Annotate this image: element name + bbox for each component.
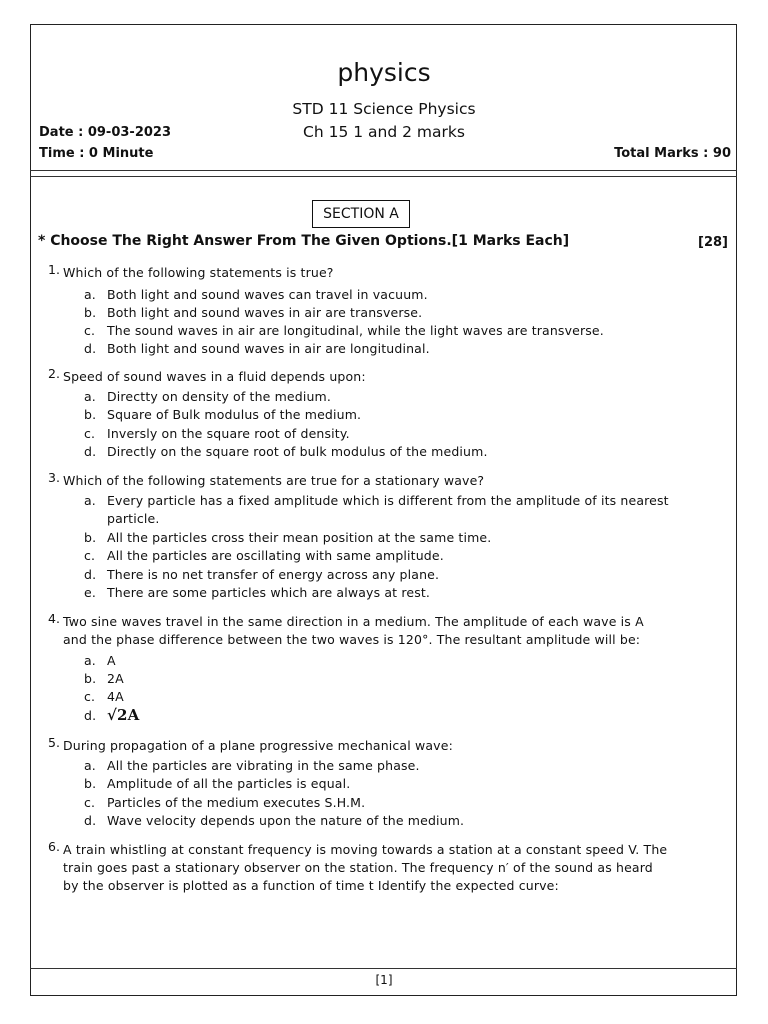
option-text: Both light and sound waves in air are transverse.	[107, 305, 423, 320]
option-text: Both light and sound waves can travel in vacuum.	[107, 287, 428, 302]
section-label: SECTION A	[312, 200, 410, 228]
option-text: 4A	[107, 689, 124, 704]
option-text: Inversly on the square root of density.	[107, 426, 350, 441]
section-marks: [28]	[698, 235, 728, 250]
option-text: 2A	[107, 671, 124, 686]
question-number: 6.	[48, 839, 60, 854]
option-letter: c.	[84, 689, 96, 704]
page-number: [1]	[375, 973, 393, 987]
option-letter: b.	[84, 671, 97, 686]
option-letter: a.	[84, 287, 96, 302]
question-text: Which of the following statements are true for a stationary wave?	[63, 473, 485, 488]
question-number: 1.	[48, 262, 60, 277]
question-number: 2.	[48, 366, 60, 381]
exam-date: Date : 09-03-2023	[39, 125, 171, 140]
total-marks: Total Marks : 90	[614, 146, 731, 161]
option-text: Square of Bulk modulus of the medium.	[107, 407, 362, 422]
option-letter: a.	[84, 653, 96, 668]
option-text-math: √2A	[107, 706, 140, 724]
option-text: A	[107, 653, 116, 668]
option-text: All the particles cross their mean position at the same time.	[107, 530, 492, 545]
option-d	[84, 812, 464, 831]
option-c	[84, 547, 444, 566]
option-text: Wave velocity depends upon the nature of the medium.	[107, 813, 465, 828]
question-text-line-2: train goes past a stationary observer on the station. The frequency n′ of the sound as heard	[63, 860, 653, 875]
option-text: There are some particles which are always at rest.	[107, 585, 431, 600]
option-text: There is no net transfer of energy across any plane.	[107, 567, 440, 582]
header-divider-top	[30, 170, 737, 171]
option-b	[84, 529, 491, 548]
option-letter: d.	[84, 341, 97, 356]
option-letter: d.	[84, 567, 97, 582]
page-title: physics	[337, 58, 431, 87]
option-text: Both light and sound waves in air are longitudinal.	[107, 341, 430, 356]
option-a	[84, 388, 331, 407]
option-text: All the particles are oscillating with same amplitude.	[107, 548, 444, 563]
option-letter: a.	[84, 493, 96, 508]
question-text: Speed of sound waves in a fluid depends upon:	[63, 369, 366, 384]
subtitle-chapter: Ch 15 1 and 2 marks	[303, 123, 465, 141]
option-letter: d.	[84, 708, 97, 723]
option-letter: e.	[84, 585, 96, 600]
question-number: 5.	[48, 735, 60, 750]
option-letter: c.	[84, 795, 96, 810]
question-number: 3.	[48, 470, 60, 485]
option-letter: c.	[84, 426, 96, 441]
question-number: 4.	[48, 611, 60, 626]
option-text: Directty on density of the medium.	[107, 389, 332, 404]
option-a	[84, 652, 116, 671]
option-d	[84, 340, 430, 359]
option-text: Every particle has a fixed amplitude which is different from the amplitude of its nearest	[107, 493, 669, 508]
question-text: During propagation of a plane progressive mechanical wave:	[63, 738, 453, 753]
option-c	[84, 322, 604, 341]
option-letter: d.	[84, 444, 97, 459]
option-text: Particles of the medium executes S.H.M.	[107, 795, 366, 810]
option-letter: a.	[84, 389, 96, 404]
header-divider-bottom	[30, 176, 737, 177]
option-letter: a.	[84, 758, 96, 773]
option-text: All the particles are vibrating in the same phase.	[107, 758, 420, 773]
option-letter: c.	[84, 323, 96, 338]
option-e	[84, 584, 430, 603]
option-text: The sound waves in air are longitudinal, while the light waves are transverse.	[107, 323, 604, 338]
option-letter: b.	[84, 407, 97, 422]
question-text-line-3: by the observer is plotted as a function of time t Identify the expected curve:	[63, 878, 559, 893]
option-letter: b.	[84, 776, 97, 791]
option-c	[84, 794, 365, 813]
option-a-continuation: particle.	[107, 511, 160, 526]
option-b	[84, 304, 422, 323]
option-text: Directly on the square root of bulk modulus of the medium.	[107, 444, 488, 459]
option-c	[84, 688, 124, 707]
question-text-line-1: Two sine waves travel in the same direction in a medium. The amplitude of each wave is A	[63, 614, 644, 629]
option-letter: b.	[84, 305, 97, 320]
option-text: Amplitude of all the particles is equal.	[107, 776, 351, 791]
option-letter: b.	[84, 530, 97, 545]
subtitle-standard: STD 11 Science Physics	[292, 100, 476, 118]
option-b	[84, 406, 361, 425]
option-a	[84, 286, 428, 305]
option-a	[84, 492, 669, 511]
question-text-line-2: and the phase difference between the two waves is 120°. The resultant amplitude will be:	[63, 632, 641, 647]
section-instruction: * Choose The Right Answer From The Given Options.[1 Marks Each]	[38, 233, 570, 249]
option-letter: c.	[84, 548, 96, 563]
exam-time: Time : 0 Minute	[39, 146, 154, 161]
option-a	[84, 757, 420, 776]
footer-divider	[30, 968, 737, 969]
option-d	[84, 566, 439, 585]
question-text: Which of the following statements is true?	[63, 265, 334, 280]
option-c	[84, 425, 350, 444]
option-d	[84, 706, 139, 726]
option-b	[84, 670, 124, 689]
option-d	[84, 443, 488, 462]
option-b	[84, 775, 350, 794]
question-text-line-1: A train whistling at constant frequency is moving towards a station at a constant speed V. The	[63, 842, 668, 857]
option-letter: d.	[84, 813, 97, 828]
